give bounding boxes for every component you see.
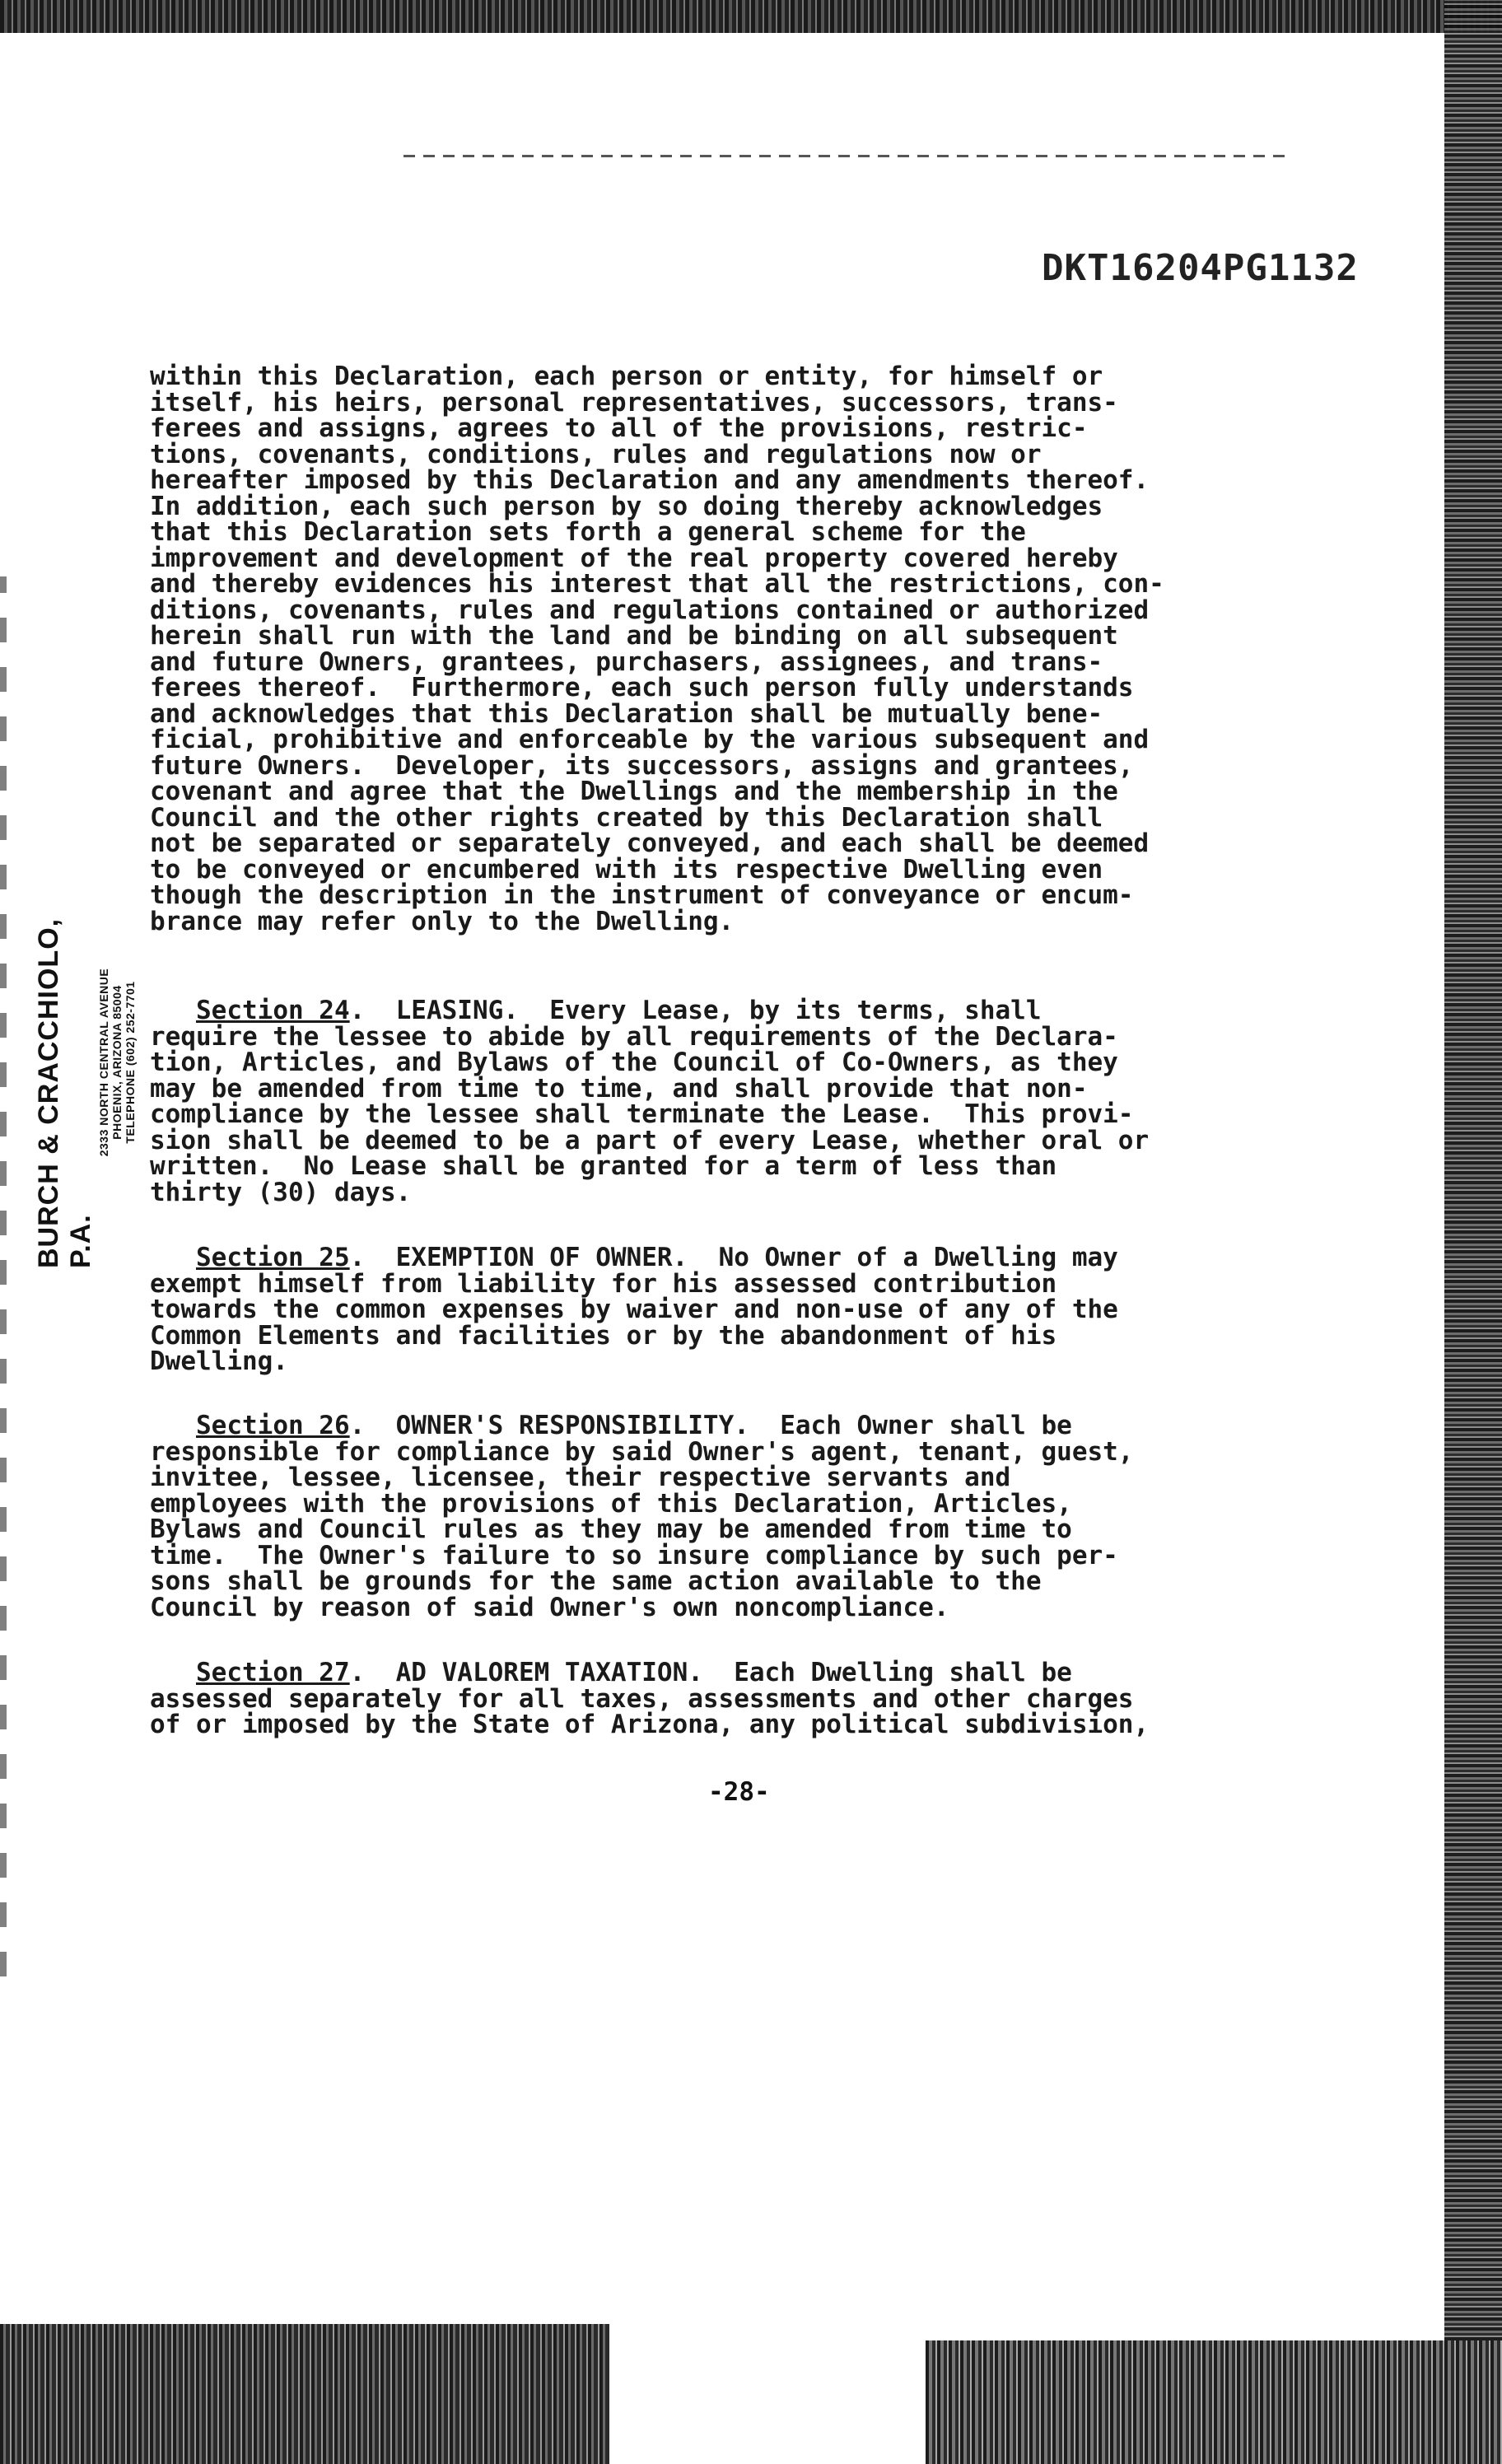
law-firm-stamp	[33, 856, 137, 1268]
section-25-title: Section 25	[196, 1243, 350, 1272]
page-number: -28-	[708, 1777, 770, 1807]
section-25	[150, 1245, 1286, 1375]
section-27-heading: . AD VALOREM TAXATION. Each Dwelling shall be	[349, 1658, 1072, 1687]
section-24-text: require the lessee to abide by all requirements of the Declara- tion, Articles, and Bylaws of the Council of Co-Owners, as they may be amended from time to time, and shall provide that non- compliance by the lessee shall terminate the Lease. This provi- sion shall be deemed to be a part of every Lease, whether oral or written. No Lease shall be granted for a term of less than thirty (30) days.	[150, 1021, 1150, 1207]
section-27-title: Section 27	[196, 1658, 350, 1687]
section-25-text: exempt himself from liability for his assessed contribution towards the common expenses by waiver and non-use of any of the Common Elements and facilities or by the abandonment of his Dwelling.	[150, 1268, 1118, 1376]
scan-noise-bottom-left	[0, 2324, 609, 2464]
firm-telephone: TELEPHONE (602) 252-7701	[124, 981, 137, 1144]
intro-paragraph: within this Declaration, each person or entity, for himself or itself, his heirs, personal representatives, successors, trans- ferees and assigns, agrees to all of the provisions, restric- tions, covenants, conditions, rules and regulations now or hereafter imposed by this Declaration and any amendments thereof. In addition, each such person by so doing thereby acknowledges that this Declaration sets forth a general scheme for the improvement and development of the real property covered hereby and thereby evidences his interest that all the restrictions, con- ditions, covenants, rules and regulations contained or authorized herein shall run with the land and be binding on all subsequent and future Owners, grantees, purchasers, assignees, and trans- ferees thereof. Furthermore, each such person fully understands and acknowledges that this Declaration shall be mutually bene- ficial, prohibitive and enforceable by the various subsequent and future Owners. Developer, its successors, assigns and grantees, covenant and agree that the Dwellings and the membership in the Council and the other rights created by this Declaration shall not be separated or separately conveyed, and each shall be deemed to be conveyed or encumbered with its respective Dwelling even though the description in the instrument of conveyance or encum- brance may refer only to the Dwelling.	[150, 362, 1164, 936]
firm-address-2: PHOENIX, ARIZONA 85004	[110, 985, 124, 1140]
scan-noise-right	[1444, 0, 1502, 2464]
scan-noise-top	[0, 0, 1502, 33]
section-27-text: assessed separately for all taxes, assessments and other charges of or imposed by the State of Arizona, any political subdivision,	[150, 1683, 1150, 1739]
scan-edge-left	[0, 576, 7, 1976]
section-26-text: responsible for compliance by said Owner's agent, tenant, guest, invitee, lessee, licensee, their respective servants and employees with the provisions of this Declaration, Articles, Bylaws and Council rules as they may be amended from time to time. The Owner's failure to so insure compliance by such per- sons shall be grounds for the same action available to the Council by reason of said Owner's own noncompliance.	[150, 1436, 1134, 1622]
scan-noise-bottom-right	[926, 2340, 1502, 2464]
document-number: DKT16204PG1132	[1042, 247, 1359, 289]
section-26	[150, 1413, 1286, 1621]
firm-address-1: 2333 NORTH CENTRAL AVENUE	[97, 968, 110, 1157]
scan-gap-bottom	[626, 2340, 922, 2464]
firm-name: BURCH & CRACCHIOLO, P.A.	[33, 917, 96, 1268]
section-24-title: Section 24	[196, 996, 350, 1025]
section-26-heading: . OWNER'S RESPONSIBILITY. Each Owner shall be	[349, 1411, 1072, 1440]
section-26-title: Section 26	[196, 1411, 350, 1440]
section-25-heading: . EXEMPTION OF OWNER. No Owner of a Dwelling may	[349, 1243, 1118, 1272]
section-24	[150, 998, 1286, 1206]
section-27	[150, 1660, 1286, 1738]
section-24-heading: . LEASING. Every Lease, by its terms, shall	[349, 996, 1042, 1025]
top-rule	[403, 155, 1293, 157]
